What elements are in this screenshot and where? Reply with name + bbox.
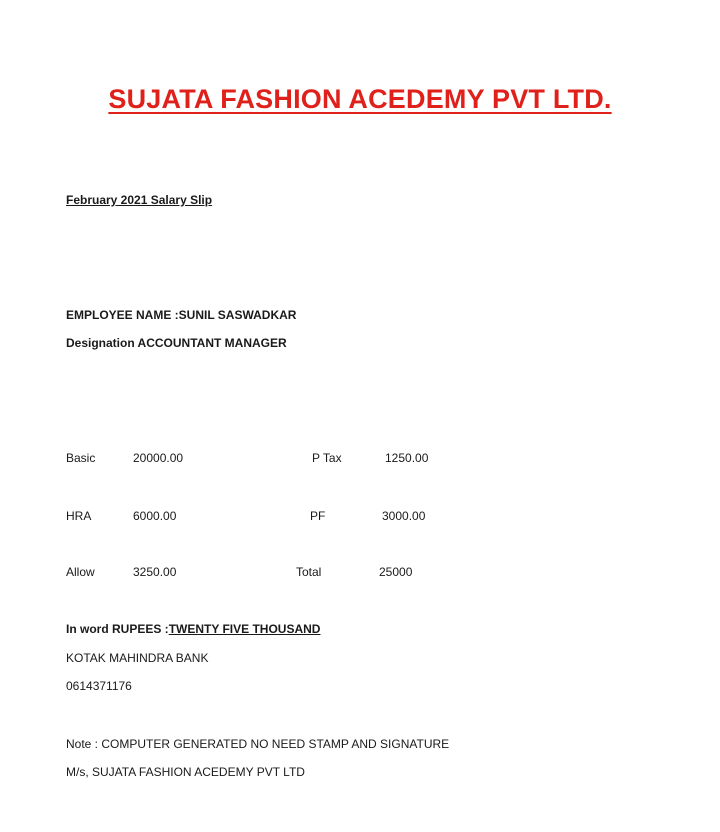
earning-value: 6000.00 xyxy=(133,509,177,523)
designation: Designation ACCOUNTANT MANAGER xyxy=(66,336,287,350)
employee-name: EMPLOYEE NAME :SUNIL SASWADKAR xyxy=(66,308,297,322)
in-word-value: TWENTY FIVE THOUSAND xyxy=(168,622,321,636)
note: Note : COMPUTER GENERATED NO NEED STAMP AND SIGNATURE xyxy=(66,737,450,751)
salary-slip-title: February 2021 Salary Slip xyxy=(66,193,213,207)
deduction-value: 25000 xyxy=(379,565,413,579)
account-number: 0614371176 xyxy=(66,679,132,693)
in-word-label: In word RUPEES : xyxy=(66,622,169,636)
earning-label: Allow xyxy=(66,565,95,579)
footer-company: M/s, SUJATA FASHION ACEDEMY PVT LTD xyxy=(66,765,305,779)
bank-name: KOTAK MAHINDRA BANK xyxy=(66,651,209,665)
company-title: SUJATA FASHION ACEDEMY PVT LTD. xyxy=(108,84,612,114)
deduction-value: 3000.00 xyxy=(382,509,426,523)
deduction-label: P Tax xyxy=(312,451,342,465)
deduction-value: 1250.00 xyxy=(385,451,429,465)
earning-value: 20000.00 xyxy=(133,451,184,465)
deduction-label: Total xyxy=(296,565,322,579)
amount-in-words xyxy=(66,622,320,636)
earning-value: 3250.00 xyxy=(133,565,177,579)
earning-label: Basic xyxy=(66,451,96,465)
earning-label: HRA xyxy=(66,509,92,523)
deduction-label: PF xyxy=(310,509,326,523)
